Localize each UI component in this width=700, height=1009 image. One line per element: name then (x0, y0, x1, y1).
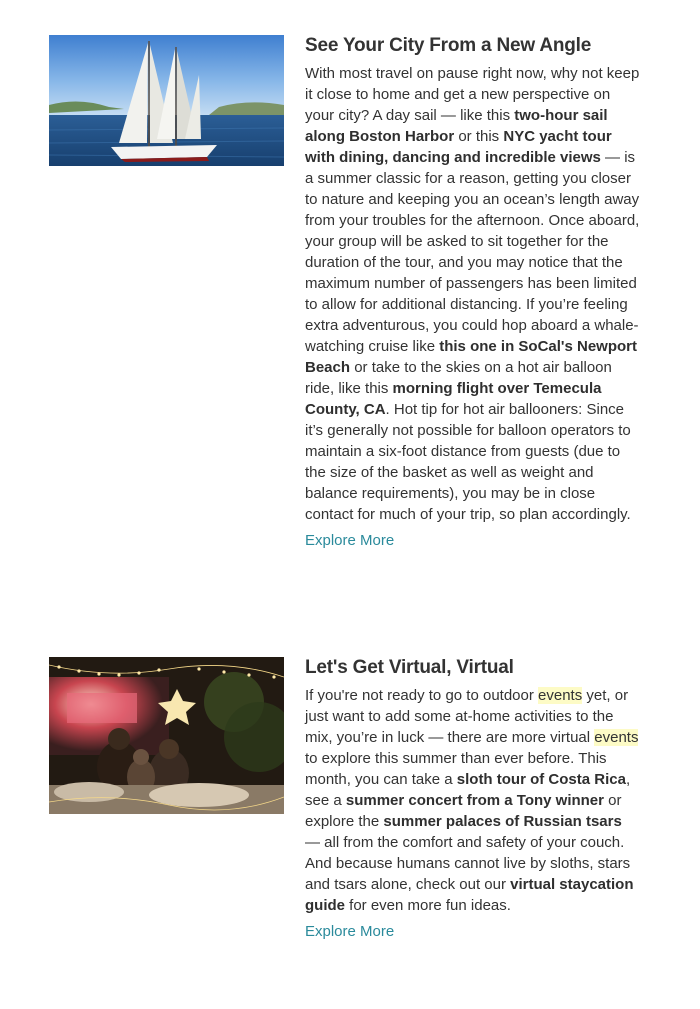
inline-link-text[interactable]: NYC yacht tour with dining, dancing and incredible views (305, 128, 612, 166)
inline-link-text[interactable]: two-hour sail along Boston Harbor (305, 107, 608, 145)
body-text: or this (454, 128, 504, 145)
explore-more-link[interactable]: Explore More (305, 923, 395, 940)
article-content (305, 657, 640, 942)
highlighted-text: events (538, 687, 583, 704)
body-text: With most travel on pause right now, why not keep it close to home and get a new perspective on your city? A day sail — like this (305, 65, 640, 124)
inline-link-text[interactable]: morning flight over Temecula County, CA (305, 380, 602, 418)
inline-link-text[interactable]: summer palaces of Russian tsars (383, 813, 622, 830)
body-text: , see a (305, 771, 631, 809)
inline-link-text[interactable]: sloth tour of Costa Rica (456, 771, 626, 788)
article-content (305, 35, 640, 551)
body-text: yet, or just want to add some at-home activities to the mix, you’re in luck — there are more virtual (305, 687, 629, 746)
article-title: Let's Get Virtual, Virtual (305, 657, 514, 678)
inline-link-text[interactable]: summer concert from a Tony winner (345, 792, 604, 809)
highlighted-text: events (594, 729, 639, 746)
body-text: or explore the (305, 792, 622, 830)
body-text: — is a summer classic for a reason, getting you closer to nature and keeping you an ocean’s length away from your troubles for the afternoon. Once aboard, your group will be asked to sit together for the duration of the tour, and you may notice that the maximum number of passengers has been limited to allow for additional distancing. If you’re feeling extra adventurous, you could hop aboard a whale-watching cruise like (305, 149, 640, 355)
body-text: to explore this summer than ever before. This month, you can take a (305, 750, 607, 788)
inline-link-text[interactable]: virtual staycation guide (305, 876, 634, 914)
article-body (305, 63, 640, 525)
body-text: — all from the comfort and safety of your couch. And because humans cannot live by sloths, stars and tsars alone, check out our (305, 834, 631, 893)
outdoor-movie-image[interactable] (49, 657, 284, 814)
article-body (305, 685, 640, 916)
article-title: See Your City From a New Angle (305, 35, 592, 56)
sailboat-image[interactable] (49, 35, 284, 166)
body-text: or take to the skies on a hot air balloon ride, like this (305, 359, 612, 397)
body-text: . Hot tip for hot air ballooners: Since it’s generally not possible for balloon operators to maintain a six-foot distance from guests (due to the size of the basket as well as weight and balance requirements), you may be in close contact for much of your trip, so plan accordingly. (305, 401, 631, 523)
inline-link-text[interactable]: this one in SoCal's Newport Beach (305, 338, 637, 376)
body-text: If you're not ready to go to outdoor (305, 687, 539, 704)
explore-more-link[interactable]: Explore More (305, 532, 395, 549)
body-text: for even more fun ideas. (345, 897, 511, 914)
